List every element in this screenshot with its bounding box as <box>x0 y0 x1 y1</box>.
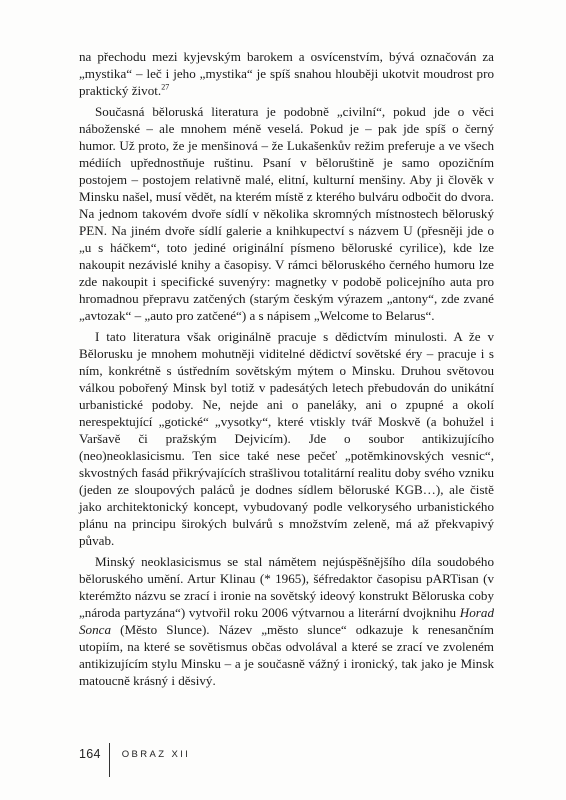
page-footer <box>79 744 190 764</box>
paragraph-text: na přechodu mezi kyjevským barokem a osvícenstvím, bývá označován za „mystika“ – leč i jeho „mystika“ je spíš snahou hlouběji ukotvit moudrost pro praktický život. <box>79 49 494 98</box>
page-number: 164 <box>79 747 101 761</box>
paragraph-text: Současná běloruská literatura je podobně „civilní“, pokud jde o věci náboženské – ale mnohem méně veselá. Pokud je – pak jde spíš o černý humor. Už proto, že je menšinová – že Lukašenkův režim preferuje a ve všech médiích upřednostňuje ruštinu. Psaní v běloruštině je samo opozičním postojem – postojem relativně malé, elitní, kulturní menšiny. Aby ji člověk v Minsku našel, musí vědět, na kterém místě z kterého bulváru odbočit do dvora. Na jednom takovém dvoře sídlí v několika skromných místnostech běloruský PEN. Na jiném dvoře sídlí galerie a knihkupectví s názvem U (přesněji jde o „u s háčkem“, toto jediné originální písmeno běloruské cyrilice), kde lze nakoupit nezávislé knihy a časopisy. V rámci běloruského černého humoru lze zde nakoupit i specifické suvenýry: magnetky v podobě policejního auta pro hromadnou přepravu zatčených (starým českým výrazem „antony“, zde zvané „avtozak“ – „auto pro zatčené“) a s nápisem „Welcome to Belarus“. <box>79 104 494 323</box>
footnote-marker: 27 <box>161 82 170 92</box>
footer-divider <box>109 743 110 777</box>
paragraph-soviet-heritage <box>79 328 494 549</box>
paragraph-belarusian-literature <box>79 103 494 324</box>
running-head: OBRAZ XII <box>121 748 191 760</box>
paragraph-text: (Město Slunce). Název „město slunce“ odkazuje k renesančním utopiím, na které se sovětismus občas odvolával a které se zrací ve zvoleném antikizujícím stylu Minsku – a je současně vážný i ironický, tak jako je Minsk matoucně krásný i děsivý. <box>79 622 494 688</box>
book-title: Horad Sonca <box>79 605 494 637</box>
paragraph-minsk-neoclassicism <box>79 553 494 689</box>
paragraph-text: I tato literatura však originálně pracuje s dědictvím minulosti. A že v Bělorusku je mnohem mohutněji viditelné dědictví sovětské éry – pracuje i s ním, konkrétně s ústředním sovětským mýtem o Minsku. Druhou světovou válkou pobořený Minsk byl totiž v padesátých letech přebudován do unikátní urbanistické podoby. Ne, nejde ani o paneláky, ani o zpupné a okolí nerespektující „gotické“ „vysotky“, které vtiskly tvář Moskvě (a bohužel i Varšavě či pražským Dejvicím). Jde o soubor antikizujícího (neo)neoklasicismu. Ten sice také nese pečeť „potěmkinovských vesnic“, skvostných fasád přikrývajících strašlivou totalitární realitu doby svého vzniku (jeden ze sloupových paláců je dodnes sídlem běloruské KGB…), ale čistě jako architektonický koncept, vybudovaný podle velkorysého urbanistického plánu na principu širokých bulvárů s množstvím zeleně, má až překvapivý půvab. <box>79 329 494 548</box>
body-text <box>79 48 494 689</box>
paragraph-continuation <box>79 48 494 99</box>
paragraph-text: Minský neoklasicismus se stal námětem nejúspěšnějšího díla soudobého běloruského umění. Artur Klinau (* 1965), šéfredaktor časopisu pARTisan (v kterémžto názvu se zrací i ironie na sovětský ideový konstrukt Běloruska coby „národa partyzána“) vytvořil roku 2006 výtvarnou a literární dvojknihu <box>79 554 494 620</box>
